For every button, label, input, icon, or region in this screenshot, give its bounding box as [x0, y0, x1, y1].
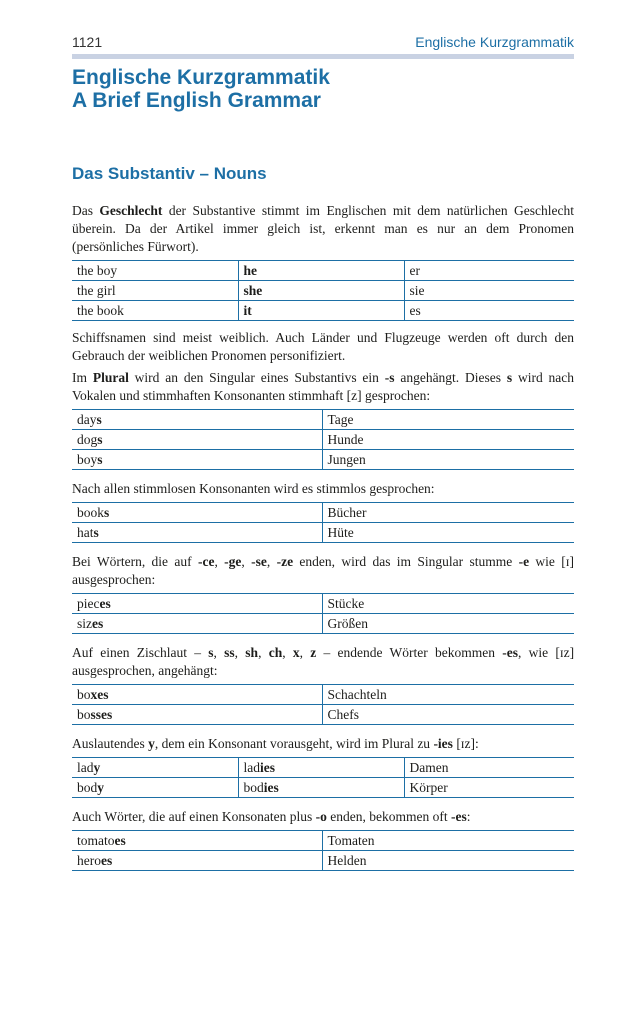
cell-german: sie — [404, 281, 574, 301]
table-row — [72, 831, 574, 851]
cell-german: Schachteln — [322, 685, 574, 705]
table-voiced-plural — [72, 409, 574, 470]
cell-english: dogs — [72, 430, 322, 450]
table-sibilant — [72, 684, 574, 725]
cell-pronoun: it — [238, 301, 404, 321]
table-row — [72, 281, 574, 301]
running-head: Englische Kurzgrammatik — [415, 34, 574, 50]
table-row — [72, 430, 574, 450]
table-row — [72, 301, 574, 321]
title-line-german: Englische Kurzgrammatik — [72, 66, 330, 89]
cell-english: bosses — [72, 705, 322, 725]
table-y-plural — [72, 757, 574, 798]
table-row — [72, 523, 574, 543]
table-row — [72, 758, 574, 778]
cell-english: days — [72, 410, 322, 430]
table-row — [72, 410, 574, 430]
table-row — [72, 685, 574, 705]
table-voiceless-plural — [72, 502, 574, 543]
header-rule — [72, 54, 574, 59]
cell-english: pieces — [72, 594, 322, 614]
table-row — [72, 261, 574, 281]
table-row — [72, 705, 574, 725]
page-header — [72, 34, 574, 50]
table-row — [72, 851, 574, 871]
title-line-english: A Brief English Grammar — [72, 89, 321, 112]
table-silent-e — [72, 593, 574, 634]
paragraph-plural: Im Plural wird an den Singular eines Substantivs ein -s angehängt. Dieses s wird nach Vokalen und stimmhaften Konsonanten stimmhaft [z] gesprochen: — [72, 370, 575, 403]
cell-noun: the boy — [72, 261, 238, 281]
cell-noun: the girl — [72, 281, 238, 301]
table-row — [72, 503, 574, 523]
cell-english: sizes — [72, 614, 322, 634]
table-row — [72, 594, 574, 614]
page-number: 1121 — [72, 34, 103, 50]
cell-german: Tomaten — [322, 831, 574, 851]
content — [72, 202, 574, 877]
cell-german: Körper — [404, 778, 574, 798]
cell-german: Größen — [322, 614, 574, 634]
cell-german: Hunde — [322, 430, 574, 450]
cell-german: es — [404, 301, 574, 321]
page-title — [72, 66, 330, 112]
cell-english: books — [72, 503, 322, 523]
cell-singular: body — [72, 778, 238, 798]
table-row — [72, 778, 574, 798]
cell-english: heroes — [72, 851, 322, 871]
paragraph-y-plural: Auslautendes y, dem ein Konsonant vorausgeht, wird im Plural zu -ies [ɪz]: — [72, 736, 479, 751]
cell-english: hats — [72, 523, 322, 543]
cell-noun: the book — [72, 301, 238, 321]
cell-german: Damen — [404, 758, 574, 778]
cell-pronoun: he — [238, 261, 404, 281]
cell-german: Jungen — [322, 450, 574, 470]
cell-german: Hüte — [322, 523, 574, 543]
cell-german: Chefs — [322, 705, 574, 725]
cell-german: Helden — [322, 851, 574, 871]
cell-german: Bücher — [322, 503, 574, 523]
paragraph-ship-names: Schiffsnamen sind meist weiblich. Auch Länder und Flugzeuge werden oft durch den Gebrauch der weiblichen Pronomen personifiziert. — [72, 330, 574, 363]
cell-english: tomatoes — [72, 831, 322, 851]
cell-german: Tage — [322, 410, 574, 430]
cell-singular: lady — [72, 758, 238, 778]
cell-plural: bodies — [238, 778, 404, 798]
table-gender — [72, 260, 574, 321]
paragraph-gender: Das Geschlecht der Substantive stimmt im Englischen mit dem natürlichen Geschlecht überein. Da der Artikel immer gleich ist, erkennt man es nur an dem Pronomen (persönliches Fürwort). — [72, 203, 574, 254]
paragraph-o-plural: Auch Wörter, die auf einen Konsonaten plus -o enden, bekommen oft -es: — [72, 809, 471, 824]
table-row — [72, 450, 574, 470]
table-o-plural — [72, 830, 574, 871]
paragraph-silent-e: Bei Wörtern, die auf -ce, -ge, -se, -ze enden, wird das im Singular stumme -e wie [ɪ] ausgesprochen: — [72, 554, 574, 587]
cell-english: boys — [72, 450, 322, 470]
cell-plural: ladies — [238, 758, 404, 778]
cell-german: er — [404, 261, 574, 281]
cell-pronoun: she — [238, 281, 404, 301]
cell-german: Stücke — [322, 594, 574, 614]
section-title: Das Substantiv – Nouns — [72, 164, 267, 183]
table-row — [72, 614, 574, 634]
cell-english: boxes — [72, 685, 322, 705]
paragraph-voiceless: Nach allen stimmlosen Konsonanten wird es stimmlos gesprochen: — [72, 481, 435, 496]
paragraph-sibilant: Auf einen Zischlaut – s, ss, sh, ch, x, z – endende Wörter bekommen -es, wie [ɪz] ausgesprochen, angehängt: — [72, 645, 575, 678]
